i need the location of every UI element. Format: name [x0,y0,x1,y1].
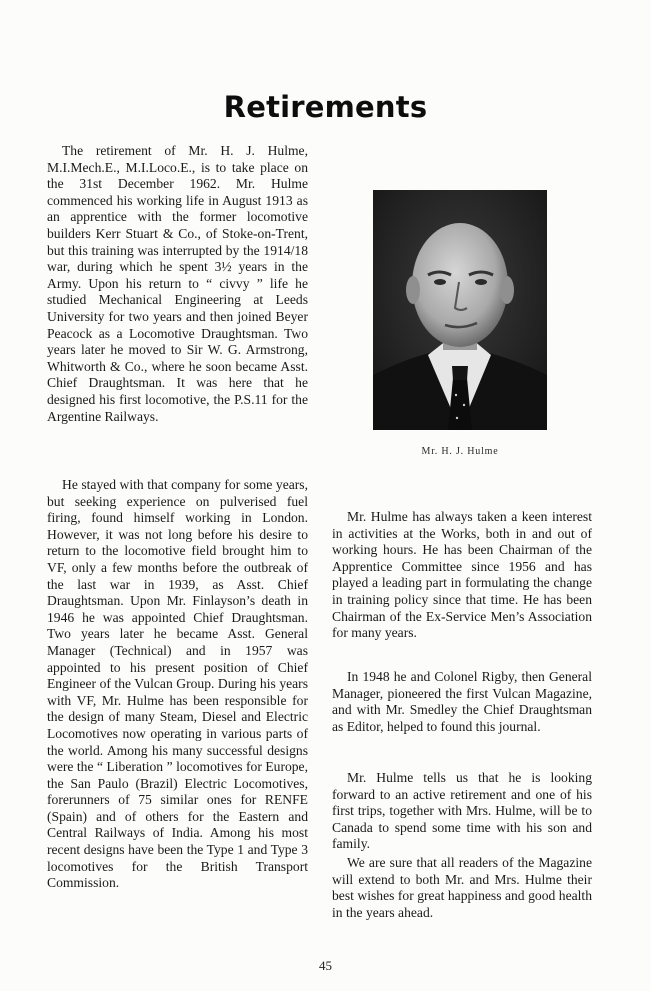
paragraph-4: In 1948 he and Colonel Rigby, then General Manager, pioneered the first Vulcan Magazine, and with Mr. Smedley the Chief Draughtsman as Editor, helped to found this journal. [332,669,592,734]
portrait-image-icon [373,190,547,430]
paragraph-3: Mr. Hulme has always taken a keen interest in activities at the Works, both in and out of working hours. He has been Chairman of the Apprentice Committee since 1956 and has played a leading part in formulating the change in training policy since that time. He has been Chairman of the Ex-Service Men’s Association for many years. [332,509,592,641]
article-column-left-1 [47,143,308,425]
article-column-right-3 [332,770,592,853]
paragraph-5: Mr. Hulme tells us that he is looking forward to an active retirement and one of his first trips, together with Mrs. Hulme, will be to Canada to spend some time with his son and family. [332,770,592,852]
paragraph-1: The retirement of Mr. H. J. Hulme, M.I.Mech.E., M.I.Loco.E., is to take place on the 31st December 1962. Mr. Hulme commenced his working life in August 1913 as an apprentice with the former locomotive builders Kerr Stuart & Co., of Stoke-on-Trent, but this training was interrupted by the 1914/18 war, during which he spent 3½ years in the Army. Upon his return to “ civvy ” life he studied Mechanical Engineering at Leeds University for two years and then joined Beyer Peacock as a Locomotive Draughtsman. Two years later he moved to Sir W. G. Armstrong, Whitworth & Co., where he soon became Asst. Chief Draughtsman. It was here that he designed his first locomotive, the P.S.11 for the Argentine Railways. [47,143,308,424]
article-column-right-2 [332,669,592,735]
page-number: 45 [319,958,332,973]
page-title: Retirements [223,90,428,124]
paragraph-6: We are sure that all readers of the Magazine will extend to both Mr. and Mrs. Hulme their best wishes for great happiness and good health in the years ahead. [332,855,592,920]
article-column-right-1 [332,509,592,642]
paragraph-2: He stayed with that company for some years, but seeking experience on pulverised fuel firing, found himself working in London. However, it was not long before his desire to return to the locomotive field brought him to VF, only a few months before the outbreak of the last war in 1939, as Asst. Chief Draughtsman. Upon Mr. Finlayson’s death in 1946 he was appointed Chief Draughtsman. Two years later he became Asst. General Manager (Technical) and in 1957 was appointed to his present position of Chief Engineer of the Vulcan Group. During his years with VF, Mr. Hulme has been responsible for the design of many Steam, Diesel and Electric Locomotives now operating in various parts of the world. Among his many successful designs were the “ Liberation ” locomotives for Europe, the San Paulo (Brazil) Electric Locomotives, forerunners of 75 similar ones for RENFE (Spain) and of others for the Eastern and Central Railways of India. Among his most recent designs have been the Type 1 and Type 3 locomotives for the British Transport Commission. [47,477,308,891]
photo-caption: Mr. H. J. Hulme [421,446,499,457]
portrait-photo [373,190,547,430]
article-column-left-2 [47,477,308,892]
article-column-right-4 [332,855,592,921]
